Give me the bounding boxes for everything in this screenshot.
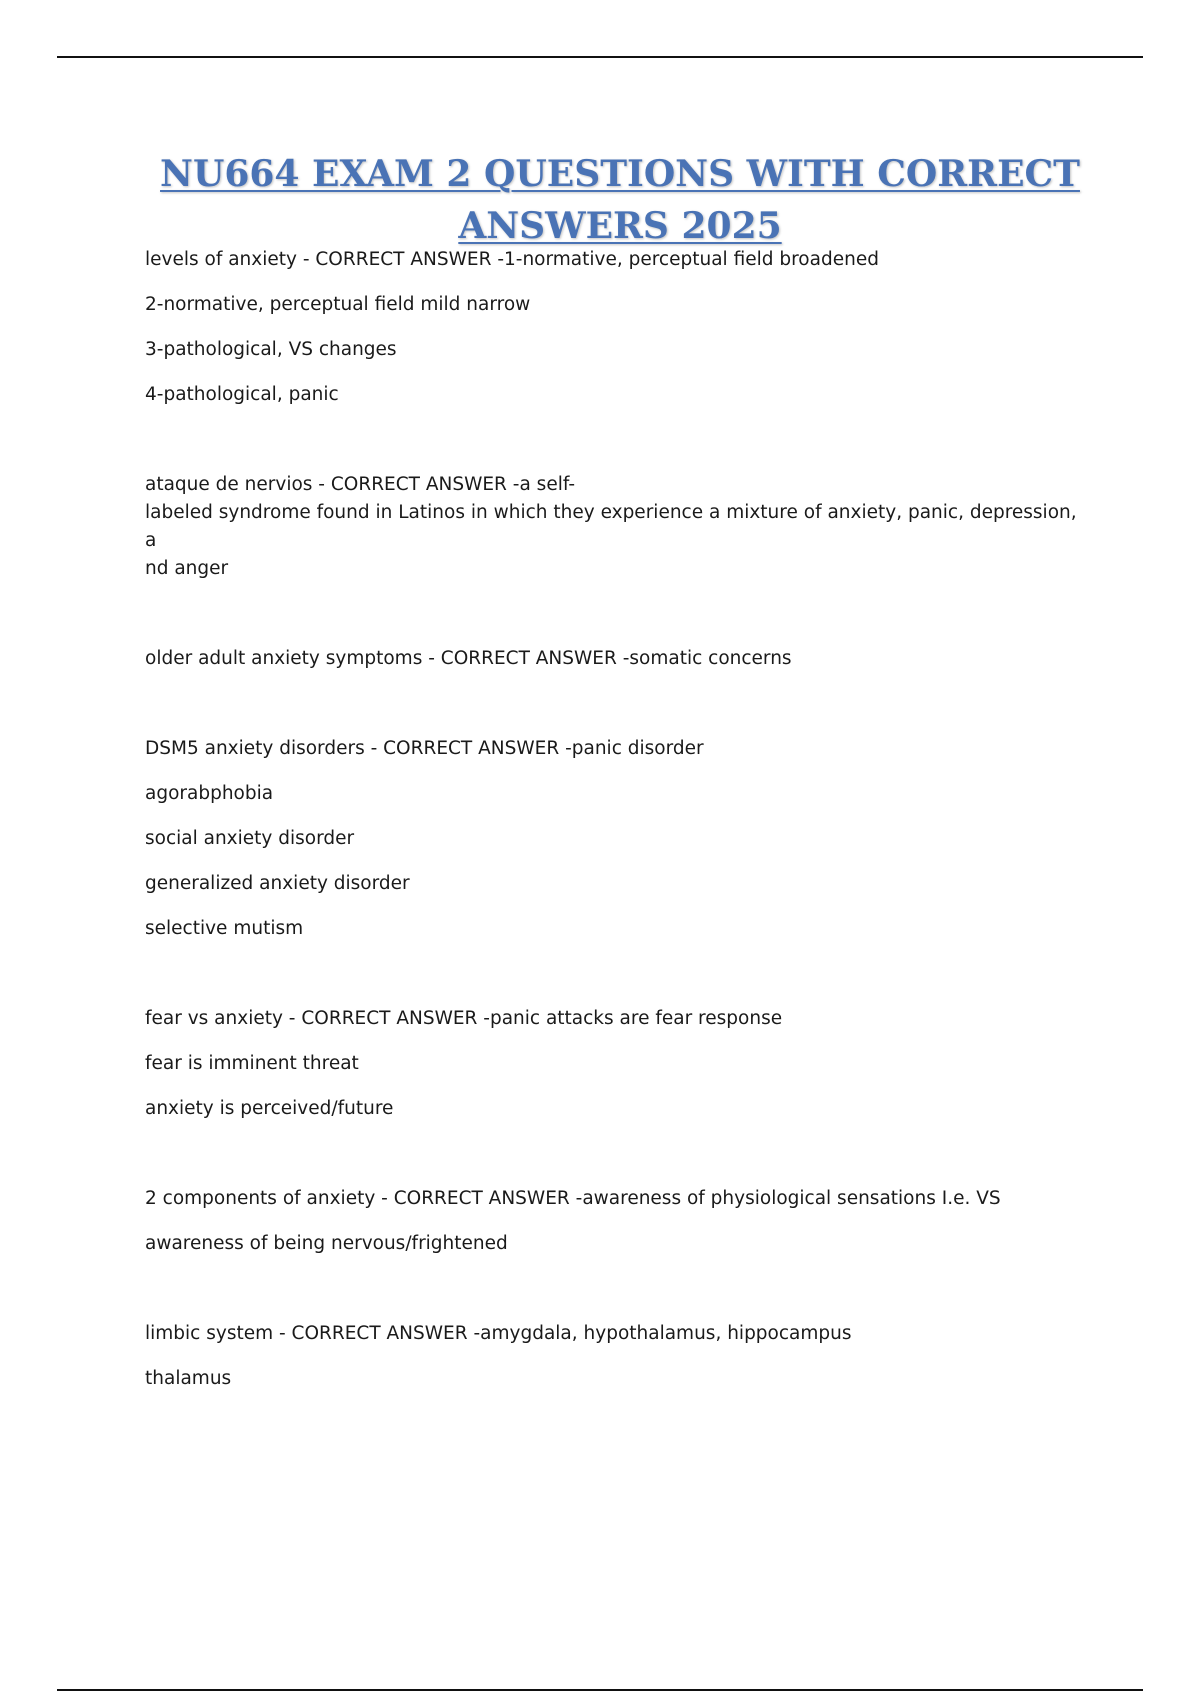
qa-line: fear is imminent threat [145, 1053, 359, 1074]
qa-line: 2 components of anxiety - CORRECT ANSWER -awareness of physiological sensations I.e. VS [145, 1188, 1001, 1209]
qa-entry [145, 645, 1085, 673]
qa-line: DSM5 anxiety disorders - CORRECT ANSWER -panic disorder [145, 738, 704, 759]
qa-line: nd anger [145, 558, 229, 579]
bottom-rule [57, 1689, 1143, 1691]
qa-entry [145, 471, 1085, 583]
qa-entry [145, 1320, 1085, 1393]
qa-line: anxiety is perceived/future [145, 1098, 394, 1119]
qa-line: fear vs anxiety - CORRECT ANSWER -panic attacks are fear response [145, 1008, 783, 1029]
qa-entry [145, 735, 1085, 943]
qa-line: 4-pathological, panic [145, 384, 339, 405]
qa-line: thalamus [145, 1368, 232, 1389]
document-title: NU664 EXAM 2 QUESTIONS WITH CORRECT ANSWERS 2025 [160, 153, 1080, 247]
qa-line: awareness of being nervous/frightened [145, 1233, 508, 1254]
qa-line: 3-pathological, VS changes [145, 339, 397, 360]
qa-line: selective mutism [145, 918, 304, 939]
qa-line: agorabphobia [145, 783, 274, 804]
qa-line: ataque de nervios - CORRECT ANSWER -a self- [145, 474, 576, 495]
qa-line: generalized anxiety disorder [145, 873, 410, 894]
top-rule [57, 56, 1143, 58]
qa-line: social anxiety disorder [145, 828, 355, 849]
qa-entry [145, 1185, 1085, 1258]
qa-line: 2-normative, perceptual field mild narrow [145, 294, 531, 315]
document-body [145, 246, 1085, 1455]
qa-entry [145, 246, 1085, 409]
qa-line: limbic system - CORRECT ANSWER -amygdala, hypothalamus, hippocampus [145, 1323, 852, 1344]
qa-line: labeled syndrome found in Latinos in which they experience a mixture of anxiety, panic, depression, a [145, 502, 1077, 551]
qa-entry [145, 1005, 1085, 1123]
qa-line: older adult anxiety symptoms - CORRECT ANSWER -somatic concerns [145, 648, 792, 669]
qa-line: levels of anxiety - CORRECT ANSWER -1-normative, perceptual field broadened [145, 249, 879, 270]
